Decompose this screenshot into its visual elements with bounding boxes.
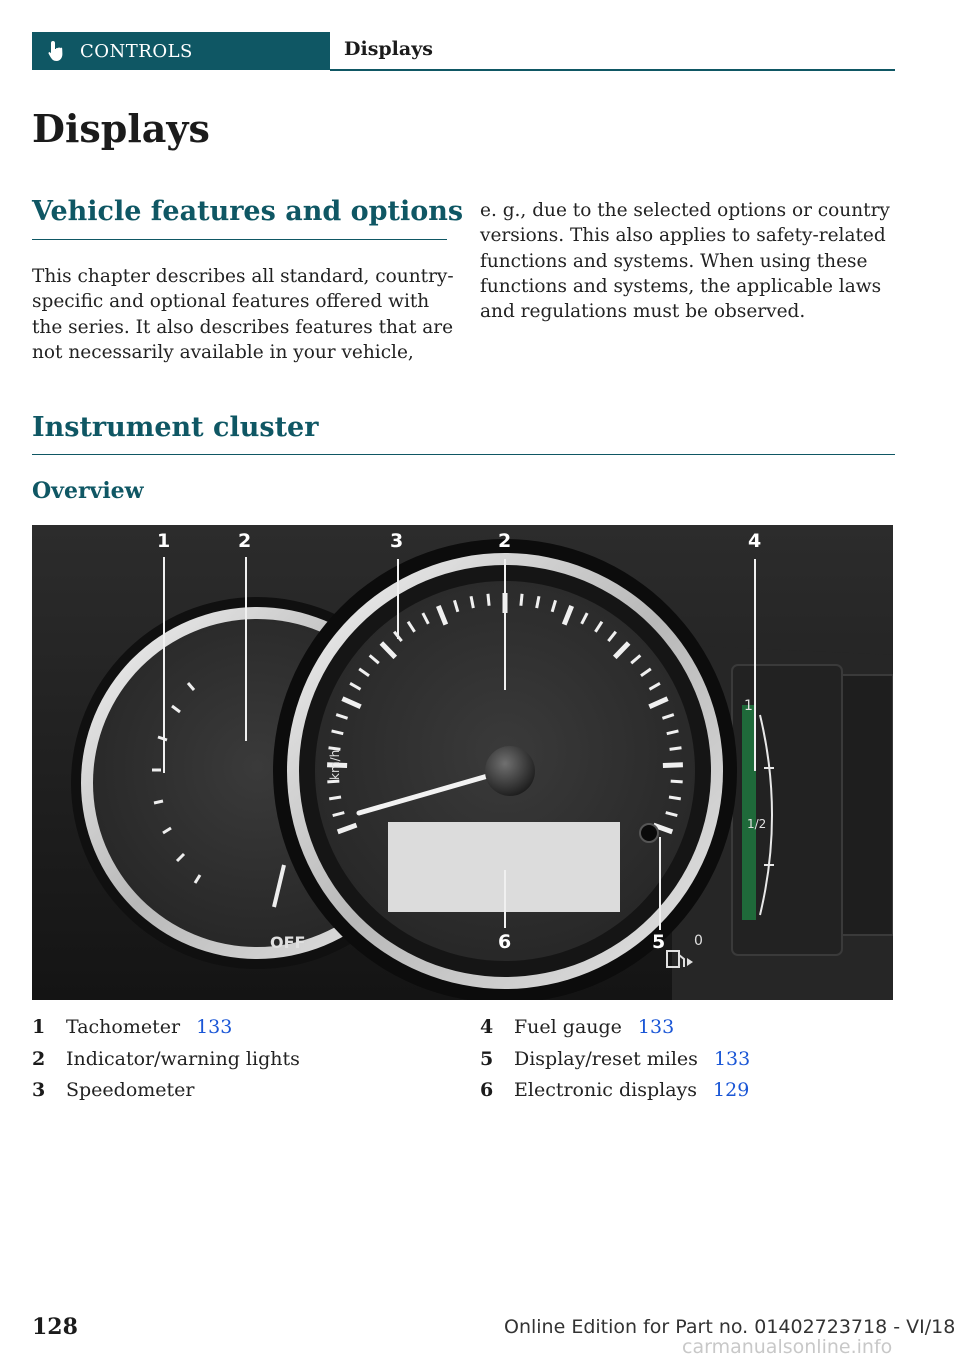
callout-3: 3 [390, 530, 404, 552]
needle-hub [485, 746, 535, 796]
hand-pointer-icon [44, 39, 68, 63]
page-link[interactable]: 133 [196, 1016, 233, 1038]
text-line: This chapter describes all standard, country- [32, 266, 454, 287]
page-number: 128 [32, 1314, 78, 1340]
callout-1: 1 [157, 530, 171, 552]
text-line: versions. This also applies to safety-related [480, 225, 886, 247]
fuel-half-mark: 1/2 [747, 817, 767, 831]
edition-footer: Online Edition for Part no. 01402723718 - VI/18 [504, 1316, 956, 1338]
reset-button-knob [640, 824, 658, 842]
speedometer-tick [521, 594, 522, 606]
section-label: CONTROLS [80, 40, 193, 62]
callout-2-right: 2 [498, 530, 512, 552]
tach-off-label: OFF [270, 933, 306, 952]
legend-number: 5 [480, 1047, 494, 1070]
vehicle-features-text-col2 [480, 198, 900, 324]
instrument-cluster-rule [32, 454, 895, 455]
header-rule [330, 69, 895, 71]
overview-heading: Overview [32, 478, 144, 504]
callout-4: 4 [748, 530, 762, 552]
speedometer-tick [670, 748, 682, 750]
vehicle-features-rule [32, 239, 447, 240]
instrument-cluster-illustration [32, 525, 893, 1000]
legend-number: 2 [32, 1047, 46, 1070]
legend-label: Electronic displays [514, 1079, 698, 1101]
text-line: not necessarily available in your vehicle, [32, 341, 414, 363]
legend-item [32, 1075, 300, 1107]
speedometer-tick [488, 594, 489, 606]
legend-item [480, 1012, 750, 1044]
legend-item [32, 1012, 300, 1044]
text-line: and regulations must be observed. [480, 301, 806, 323]
speedometer-tick [329, 797, 341, 799]
instrument-cluster-figure [32, 525, 893, 1000]
legend-number: 6 [480, 1079, 494, 1101]
section-header-bar [32, 32, 330, 70]
callout-2-left: 2 [238, 530, 252, 552]
fuel-full-mark: 1 [744, 698, 753, 714]
text-line: specific and optional features offered with [32, 291, 430, 313]
legend-item [32, 1044, 300, 1076]
vehicle-features-heading: Vehicle features and options [32, 196, 464, 227]
speedometer-tick [329, 748, 341, 750]
speedometer-tick [327, 781, 339, 782]
page-link[interactable]: 133 [637, 1016, 675, 1038]
page-link[interactable]: 129 [713, 1079, 750, 1101]
legend-number: 4 [480, 1016, 494, 1038]
legend-label: Indicator/warning lights [66, 1047, 300, 1070]
text-line: the series. It also describes features that are [32, 316, 454, 338]
instrument-cluster-heading: Instrument cluster [32, 412, 319, 443]
fuel-empty-mark: 0 [694, 933, 703, 949]
watermark: carmanualsonline.info [682, 1336, 893, 1358]
speedometer-unit-label: km/h [328, 749, 342, 780]
page-link[interactable]: 133 [713, 1047, 751, 1070]
legend-number: 1 [32, 1016, 46, 1038]
callout-6: 6 [498, 931, 512, 953]
legend-item [480, 1044, 750, 1076]
text-line: functions and systems. When using these [480, 250, 868, 272]
page-title: Displays [32, 106, 210, 151]
vehicle-features-text-col1 [32, 264, 462, 365]
speedometer-tick [671, 781, 683, 782]
legend-item [480, 1075, 750, 1107]
text-line: functions and systems, the applicable laws [480, 275, 882, 297]
legend-left [32, 1012, 300, 1107]
legend-label: Speedometer [66, 1079, 195, 1101]
legend-label: Fuel gauge [514, 1016, 622, 1038]
chapter-label: Displays [344, 38, 433, 60]
speedometer-tick [669, 797, 681, 799]
text-line: e. g., due to the selected options or country [480, 200, 890, 221]
callout-5: 5 [652, 931, 666, 953]
legend-label: Tachometer [66, 1016, 181, 1038]
speedometer-tick [663, 765, 683, 766]
legend-label: Display/reset miles [514, 1047, 698, 1070]
legend-number: 3 [32, 1079, 46, 1101]
legend-right [480, 1012, 750, 1107]
